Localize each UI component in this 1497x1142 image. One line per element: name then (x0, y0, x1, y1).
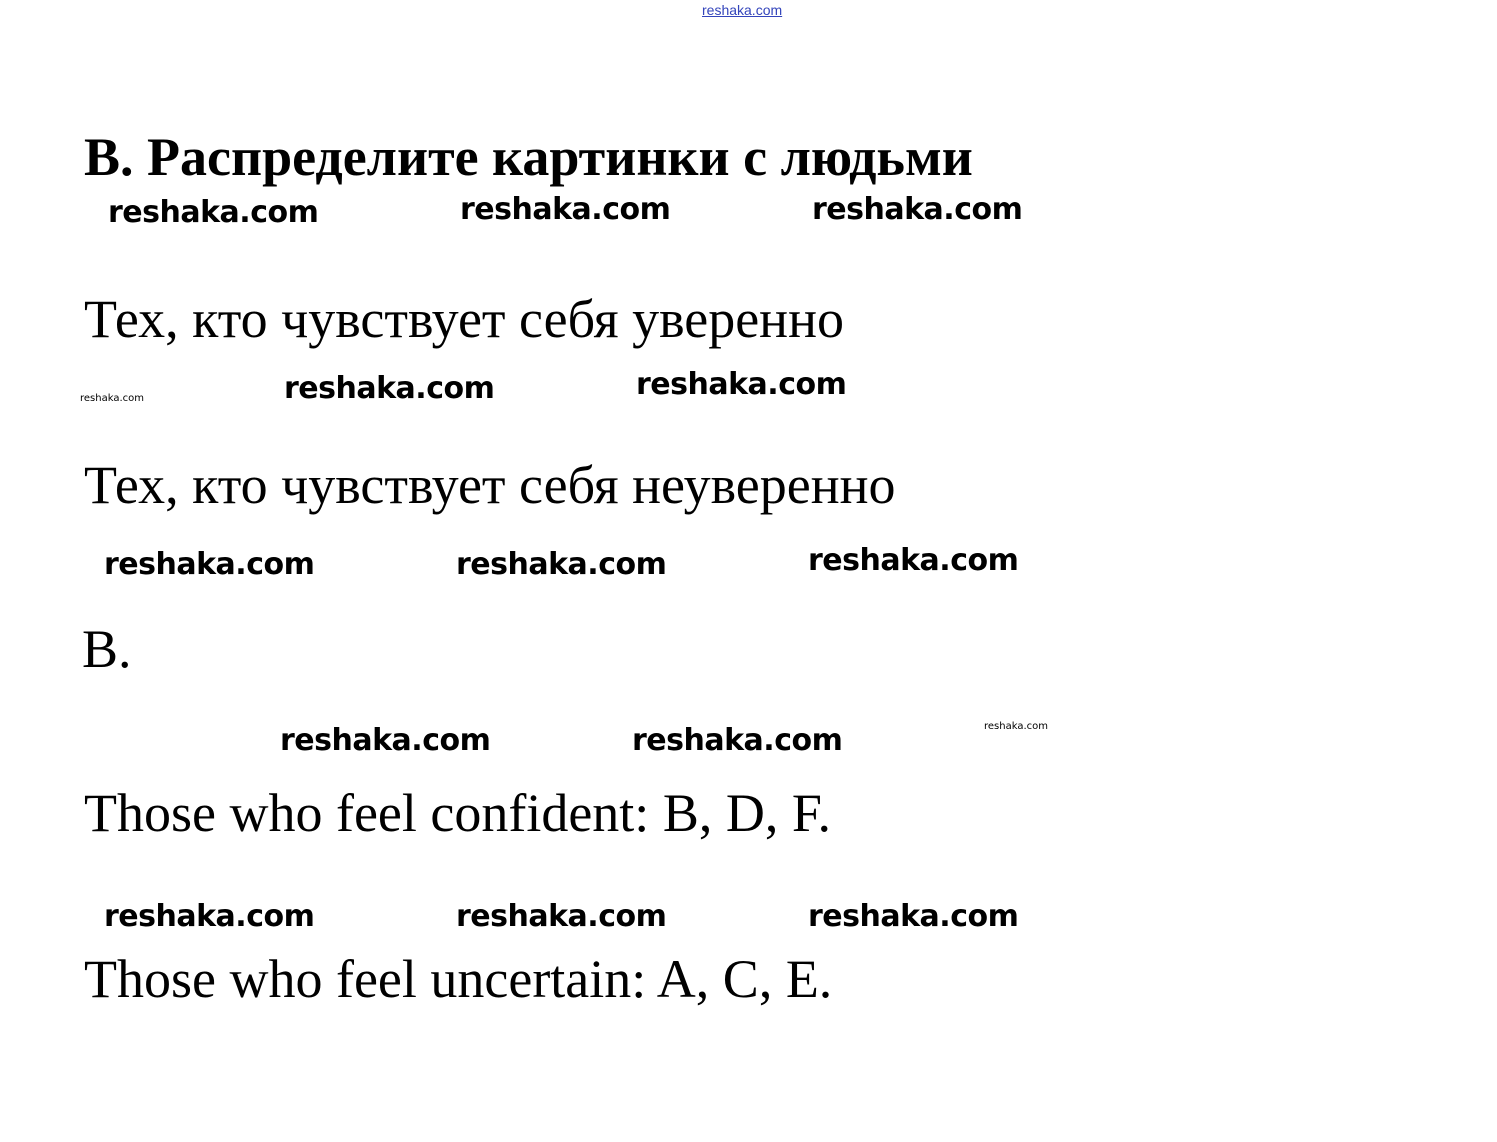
watermark: reshaka.com (984, 721, 1048, 732)
answer-label: B. (82, 619, 132, 679)
watermark: reshaka.com (460, 192, 671, 227)
watermark: reshaka.com (284, 371, 495, 406)
watermark: reshaka.com (104, 547, 315, 582)
watermark: reshaka.com (632, 723, 843, 758)
task-heading: B. Распределите картинки с людьми (84, 127, 973, 187)
watermark: reshaka.com (280, 723, 491, 758)
site-link[interactable]: reshaka.com (702, 2, 783, 18)
watermark: reshaka.com (808, 543, 1019, 578)
answer-confident: Those who feel confident: B, D, F. (84, 783, 832, 843)
answer-uncertain: Those who feel uncertain: A, C, E. (84, 949, 833, 1009)
task-line-confident: Тех, кто чувствует себя уверенно (84, 289, 844, 349)
watermark: reshaka.com (812, 192, 1023, 227)
task-line-unconfident: Тех, кто чувствует себя неуверенно (84, 455, 896, 515)
watermark: reshaka.com (104, 899, 315, 934)
watermark: reshaka.com (108, 195, 319, 230)
watermark: reshaka.com (636, 367, 847, 402)
watermark: reshaka.com (808, 899, 1019, 934)
watermark: reshaka.com (80, 393, 144, 404)
watermark: reshaka.com (456, 547, 667, 582)
watermark: reshaka.com (456, 899, 667, 934)
